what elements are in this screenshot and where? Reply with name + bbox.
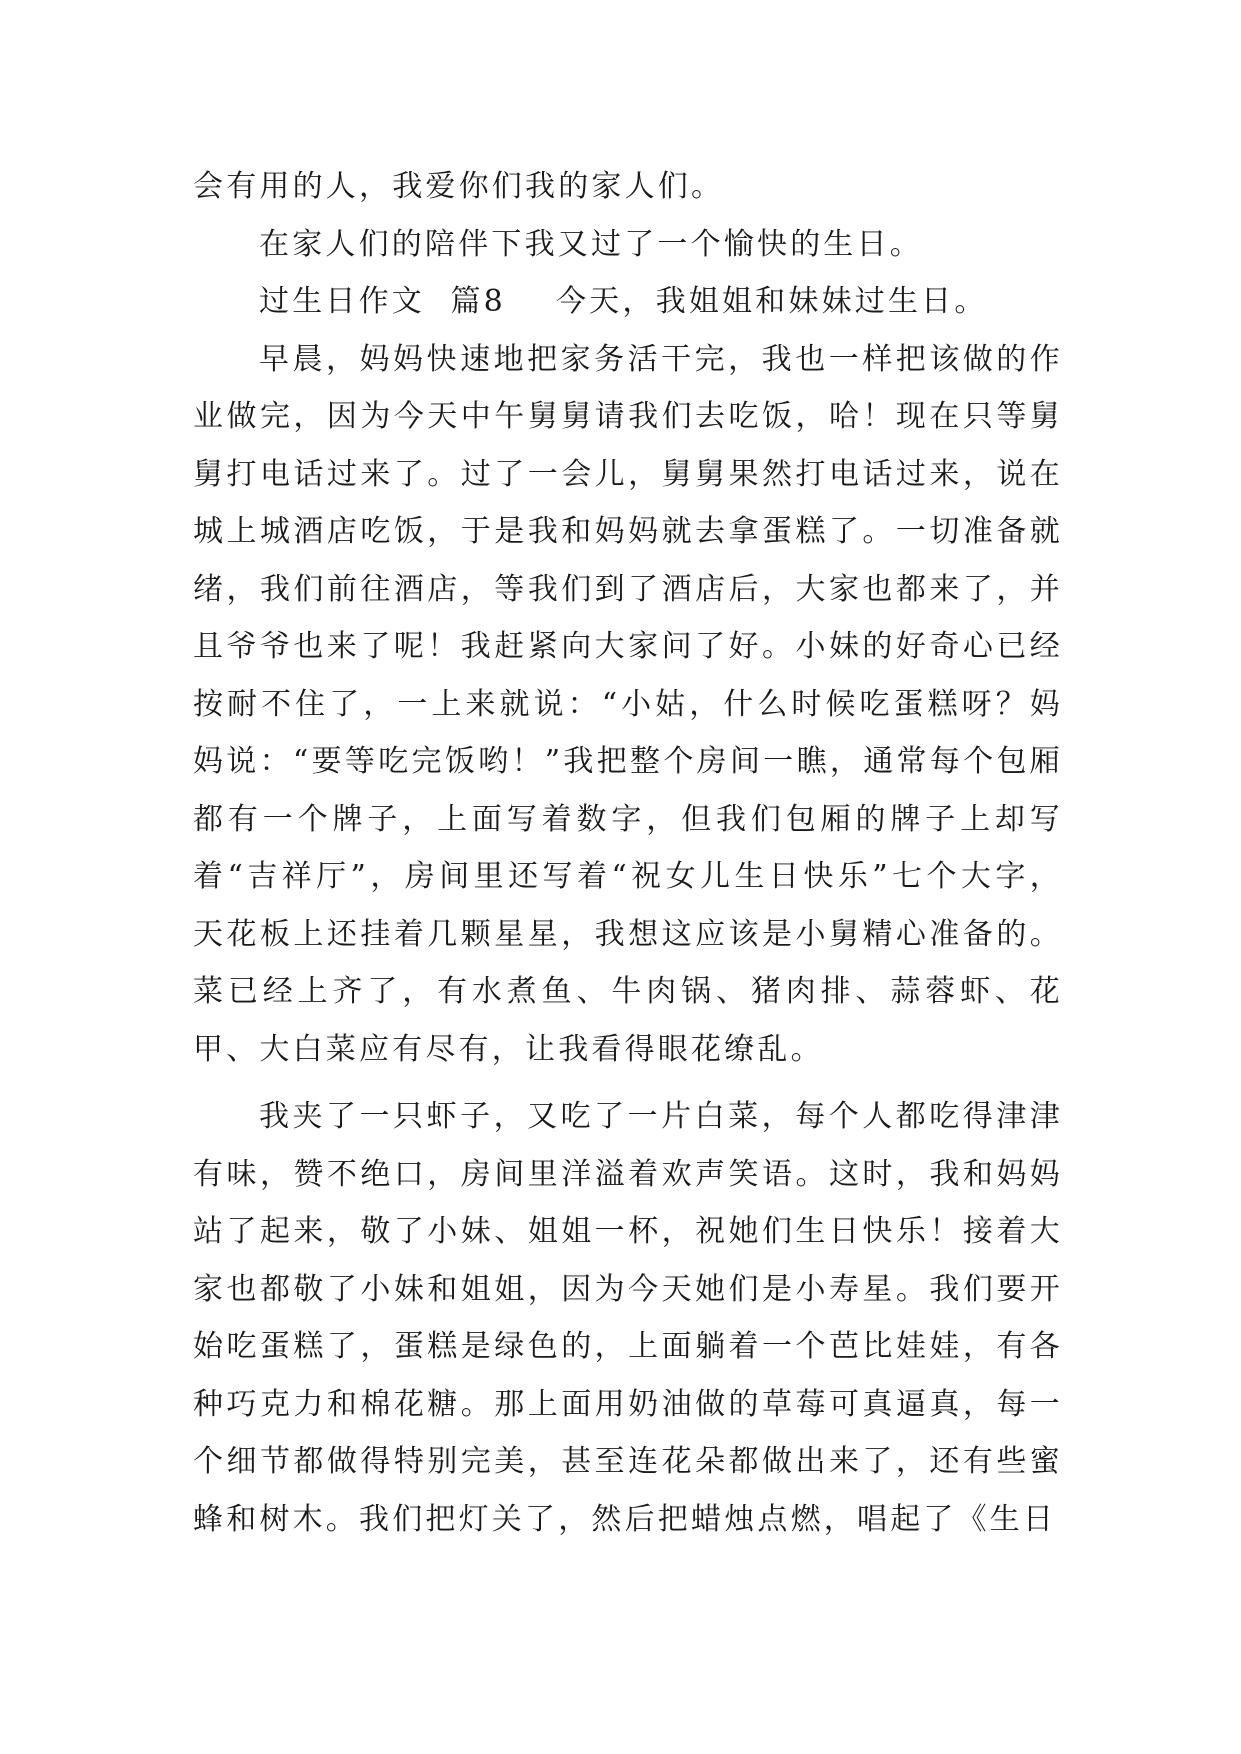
section-title: 过生日作文 篇8 — [259, 284, 506, 319]
paragraph-closing-line: 会有用的人，我爱你们我的家人们。 — [193, 169, 725, 204]
paragraph-morning: 早晨，妈妈快速地把家务活干完，我也一样把该做的作业做完，因为今天中午舅舅请我们去吃饭，哈！现在只等舅舅打电话过来了。过了一会儿，舅舅果然打电话过来，说在城上城酒店吃饭，于是我和妈妈就去拿蛋糕了。一切准备就绪，我们前往酒店，等我们到了酒店后，大家也都来了，并且爷爷也来了呢！我赶紧向大家问了好。小妹的好奇心已经按耐不住了，一上来就说：“小姑，什么时候吃蛋糕呀？妈妈说：“要等吃完饭哟！”我把整个房间一瞧，通常每个包厢都有一个牌子，上面写着数字，但我们包厢的牌子上却写着“吉祥厅”，房间里还写着“祝女儿生日快乐”七个大字，天花板上还挂着几颗星星，我想这应该是小舅精心准备的。菜已经上齐了，有水煮鱼、牛肉锅、猪肉排、蒜蓉虾、花甲、大白菜应有尽有，让我看得眼花缭乱。 — [193, 341, 1063, 1067]
section-heading-line — [193, 273, 1063, 331]
paragraph-cake: 我夹了一只虾子，又吃了一片白菜，每个人都吃得津津有味，赞不绝口，房间里洋溢着欢声笑语。这时，我和妈妈站了起来，敬了小妹、姐姐一杯，祝她们生日快乐！接着大家也都敬了小妹和姐姐，因为今天她们是小寿星。我们要开始吃蛋糕了，蛋糕是绿色的，上面躺着一个芭比娃娃，有各种巧克力和棉花糖。那上面用奶油做的草莓可真逼真，每一个细节都做得特别完美，甚至连花朵都做出来了，还有些蜜蜂和树木。我们把灯关了，然后把蜡烛点燃，唱起了《生日 — [193, 1099, 1063, 1537]
paragraph-birthday-summary: 在家人们的陪伴下我又过了一个愉快的生日。 — [259, 226, 923, 262]
section-first-line: 今天，我姐姐和妹妹过生日。 — [555, 284, 988, 319]
document-body — [193, 158, 1063, 1548]
